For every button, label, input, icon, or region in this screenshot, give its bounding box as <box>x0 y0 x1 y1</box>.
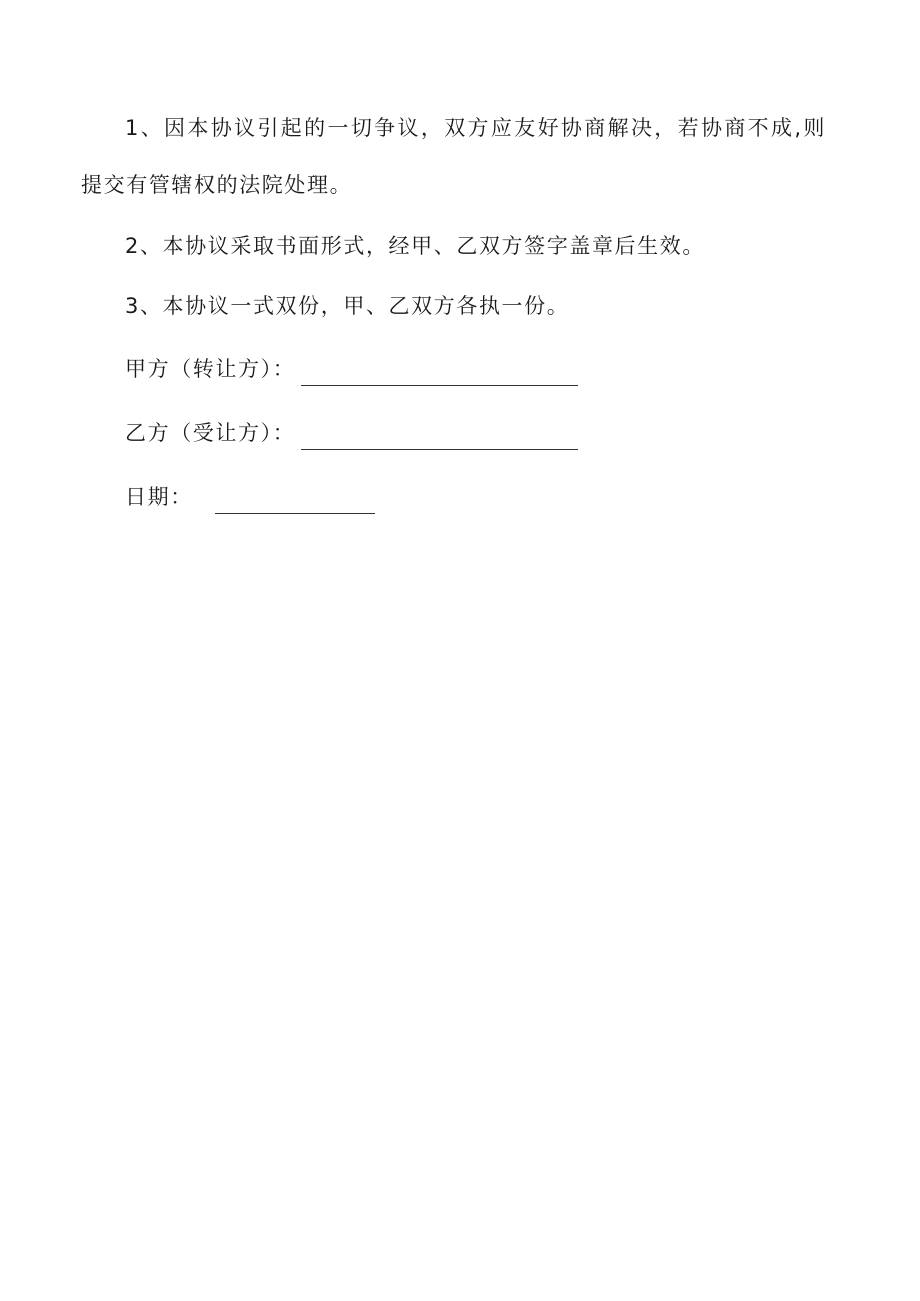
party-b-signature-line <box>301 421 578 450</box>
date-label: 日期： <box>125 485 193 509</box>
clause-2: 2、本协议采取书面形式，经甲、乙双方签字盖章后生效。 <box>125 234 705 258</box>
party-a-signature-line <box>301 357 578 386</box>
party-b-label: 乙方（受让方）： <box>125 421 296 445</box>
party-a-signature-row <box>125 352 578 386</box>
clause-1: 1、因本协议引起的一切争议，双方应友好协商解决，若协商不成,则提交有管辖权的法院处理。 <box>81 116 826 197</box>
date-row <box>125 480 375 514</box>
date-line <box>215 485 375 514</box>
party-a-label: 甲方（转让方）： <box>125 357 296 381</box>
party-b-signature-row <box>125 416 578 450</box>
clause-3: 3、本协议一式双份，甲、乙双方各执一份。 <box>125 294 570 318</box>
